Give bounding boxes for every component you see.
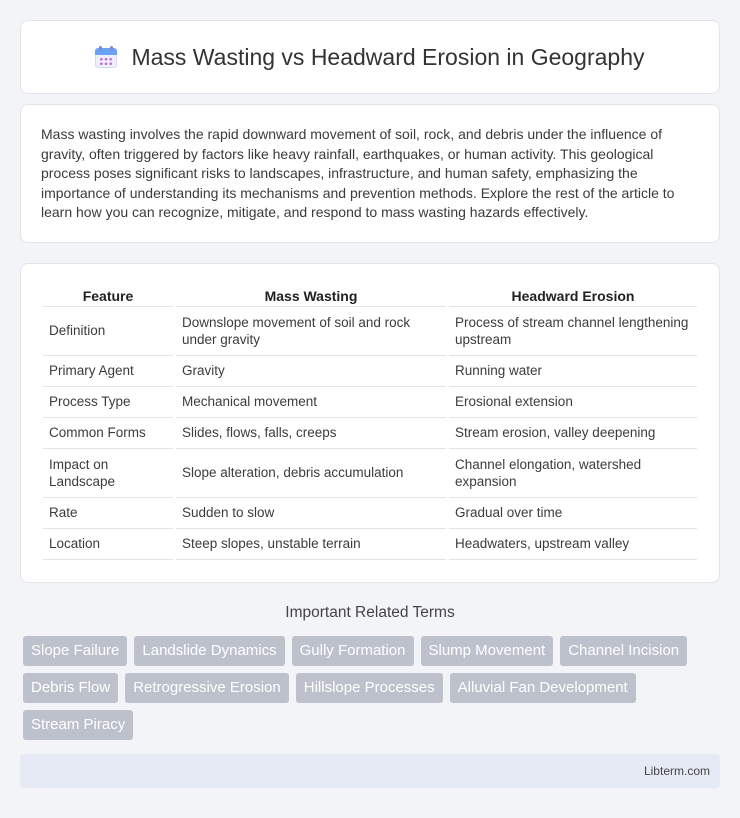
table-row xyxy=(43,498,697,529)
table-row xyxy=(43,307,697,356)
table-cell: Downslope movement of soil and rock under gravity xyxy=(176,307,446,356)
table-cell: Process Type xyxy=(43,387,173,418)
table-cell: Rate xyxy=(43,498,173,529)
table-row xyxy=(43,387,697,418)
table-row xyxy=(43,529,697,560)
related-term-tag[interactable]: Gully Formation xyxy=(292,636,414,666)
table-cell: Mechanical movement xyxy=(176,387,446,418)
related-term-tag[interactable]: Alluvial Fan Development xyxy=(450,673,636,703)
table-cell: Headwaters, upstream valley xyxy=(449,529,697,560)
footer xyxy=(20,754,720,788)
footer-site-link[interactable]: Libterm.com xyxy=(643,764,710,778)
table-cell: Impact on Landscape xyxy=(43,449,173,498)
table-cell: Sudden to slow xyxy=(176,498,446,529)
related-terms-title: Important Related Terms xyxy=(285,604,455,621)
table-cell: Gradual over time xyxy=(449,498,697,529)
related-term-tag[interactable]: Landslide Dynamics xyxy=(134,636,284,666)
table-cell: Common Forms xyxy=(43,418,173,449)
related-term-tag[interactable]: Hillslope Processes xyxy=(296,673,443,703)
column-header: Mass Wasting xyxy=(176,284,446,307)
table-row xyxy=(43,356,697,387)
related-term-tag[interactable]: Channel Incision xyxy=(560,636,687,666)
table-cell: Primary Agent xyxy=(43,356,173,387)
related-term-tag[interactable]: Debris Flow xyxy=(23,673,118,703)
intro-text: Mass wasting involves the rapid downward movement of soil, rock, and debris under the influence of gravity, often triggered by factors like heavy rainfall, earthquakes, or human activity. This geological process poses significant risks to landscapes, infrastructure, and human safety, emphasizing the importance of understanding its mechanisms and prevention methods. Explore the rest of the article to learn how you can recognize, mitigate, and respond to mass wasting hazards effectively. xyxy=(41,126,675,220)
table-cell: Running water xyxy=(449,356,697,387)
column-header: Headward Erosion xyxy=(449,284,697,307)
table-cell: Slope alteration, debris accumulation xyxy=(176,449,446,498)
table-header-row xyxy=(43,284,697,307)
table-cell: Stream erosion, valley deepening xyxy=(449,418,697,449)
related-term-tag[interactable]: Stream Piracy xyxy=(23,710,133,740)
table-cell: Process of stream channel lengthening upstream xyxy=(449,307,697,356)
related-term-tag[interactable]: Slope Failure xyxy=(23,636,127,666)
related-term-tag[interactable]: Retrogressive Erosion xyxy=(125,673,289,703)
table-row xyxy=(43,418,697,449)
column-header: Feature xyxy=(43,284,173,307)
comparison-table xyxy=(40,284,700,560)
table-cell: Definition xyxy=(43,307,173,356)
table-row xyxy=(43,449,697,498)
table-cell: Gravity xyxy=(176,356,446,387)
related-term-tag[interactable]: Slump Movement xyxy=(421,636,554,666)
calendar-icon xyxy=(95,46,117,68)
page-title: Mass Wasting vs Headward Erosion in Geography xyxy=(131,43,645,70)
title-card xyxy=(20,20,720,94)
comparison-table-card xyxy=(20,263,720,583)
table-cell: Slides, flows, falls, creeps xyxy=(176,418,446,449)
table-cell: Channel elongation, watershed expansion xyxy=(449,449,697,498)
table-cell: Location xyxy=(43,529,173,560)
related-terms-list xyxy=(23,636,723,747)
table-cell: Erosional extension xyxy=(449,387,697,418)
intro-card xyxy=(20,104,720,243)
table-cell: Steep slopes, unstable terrain xyxy=(176,529,446,560)
